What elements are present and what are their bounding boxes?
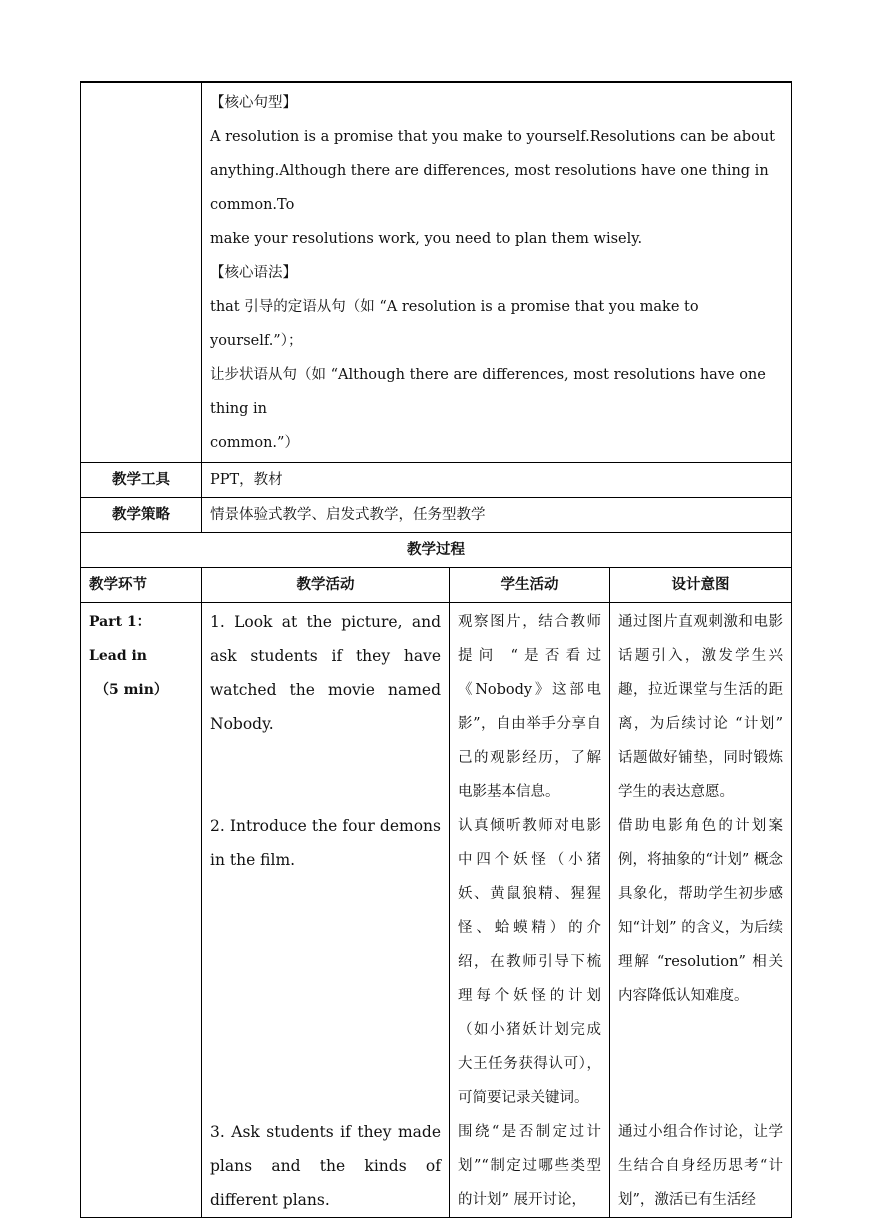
tools-label: 教学工具 <box>81 463 202 498</box>
intent-3: 通过小组合作讨论，让学生结合自身经历思考“计划”，激活已有生活经 <box>618 1124 784 1208</box>
column-header-stage: 教学环节 <box>81 568 202 603</box>
strategy-label: 教学策略 <box>81 498 202 533</box>
core-sentence-heading: 【核心句型】 <box>210 95 297 111</box>
student-activity-3: 围绕“是否制定过计划”“制定过哪些类型的计划” 展开讨论， <box>458 1124 601 1208</box>
column-header-intent: 设计意图 <box>610 568 792 603</box>
core-grammar-line-1: that 引导的定语从句（如 “A resolution is a promise that you make to yourself.”）； <box>210 299 699 349</box>
empty-label-cell <box>81 82 202 463</box>
column-header-row <box>81 568 792 603</box>
process-title: 教学过程 <box>81 533 792 568</box>
core-grammar-line-2: 让步状语从句（如 “Although there are differences, most resolutions have one thing in <box>210 367 766 417</box>
core-sentence-line-3: make your resolutions work, you need to plan them wisely. <box>210 231 643 247</box>
core-sentence-line-2: anything.Although there are differences, most resolutions have one thing in common.To <box>210 163 769 213</box>
student-activity-2: 认真倾听教师对电影中四个妖怪（小猪妖、黄鼠狼精、猩猩怪、蛤蟆精）的介绍，在教师引导下梳理每个妖怪的计划（如小猪妖计划完成大王任务获得认可），可简要记录关键词。 <box>458 818 601 1106</box>
teacher-activity-2: 2. Introduce the four demons in the film. <box>210 817 441 869</box>
lesson-plan-table <box>80 81 792 1218</box>
strategy-value: 情景体验式教学、启发式教学，任务型教学 <box>202 498 792 533</box>
core-grammar-line-3: common.”） <box>210 435 299 451</box>
process-title-row <box>81 533 792 568</box>
part1-name: Lead in <box>89 648 147 664</box>
core-grammar-heading: 【核心语法】 <box>210 265 297 281</box>
tools-row <box>81 463 792 498</box>
part1-teacher-cell <box>202 603 450 1218</box>
part1-stage-cell <box>81 603 202 1218</box>
core-sentence-line-1: A resolution is a promise that you make to yourself.Resolutions can be about <box>210 129 775 145</box>
column-header-teacher: 教学活动 <box>202 568 450 603</box>
student-activity-1: 观察图片，结合教师提问 “是否看过《Nobody》这部电影”，自由举手分享自己的观影经历，了解电影基本信息。 <box>458 614 601 800</box>
tools-value: PPT，教材 <box>202 463 792 498</box>
part1-student-cell <box>450 603 610 1218</box>
intent-2: 借助电影角色的计划案例，将抽象的“计划” 概念具象化，帮助学生初步感知“计划” 的含义，为后续理解 “resolution” 相关内容降低认知难度。 <box>618 818 784 1004</box>
part1-intent-cell <box>610 603 792 1218</box>
part1-row <box>81 603 792 1218</box>
teacher-activity-1: 1. Look at the picture, and ask students if they have watched the movie named Nobody. <box>210 613 441 733</box>
part1-title: Part 1： <box>89 614 151 630</box>
core-content-cell <box>202 82 792 463</box>
teacher-activity-3: 3. Ask students if they made plans and the kinds of different plans. <box>210 1123 441 1209</box>
core-content-row <box>81 82 792 463</box>
part1-time: （5 min） <box>95 682 168 698</box>
intent-1: 通过图片直观刺激和电影话题引入，激发学生兴趣，拉近课堂与生活的距离，为后续讨论 “计划” 话题做好铺垫，同时锻炼学生的表达意愿。 <box>618 614 784 800</box>
strategy-row <box>81 498 792 533</box>
column-header-student: 学生活动 <box>450 568 610 603</box>
